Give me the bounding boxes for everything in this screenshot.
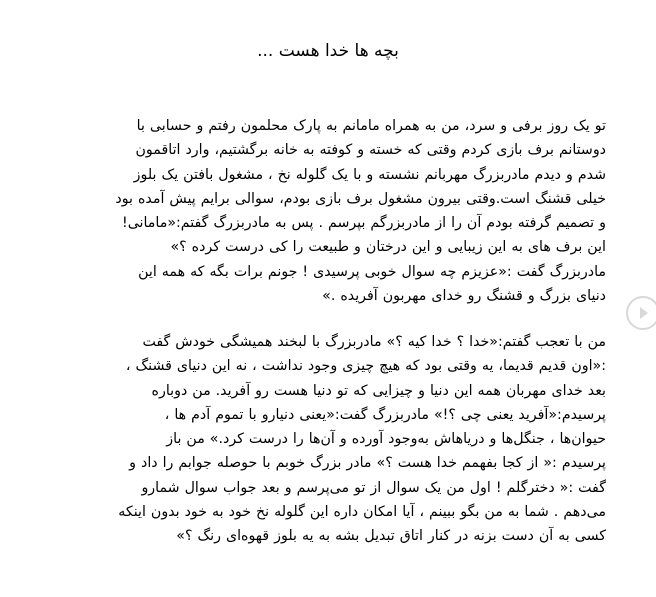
text-line: کسی به آن دست بزنه در کنار اتاق تبدیل بشه به یه بلوز قهوه‌ای رنگ ؟» (176, 528, 606, 545)
text-line: من با تعجب گفتم:«خدا ؟ خدا کیه ؟» مادربزرگ با لبخند همیشگی خودش گفت (142, 334, 606, 350)
text-line: مادربزرگ گفت :«عزیزم چه سوال خوبی پرسیدی ! جونم برات بگه که همه این (138, 263, 606, 280)
text-line: دنیای بزرگ و قشنگ رو خدای مهربون آفریده .» (322, 288, 606, 305)
text-line: پرسیدم:«آفرید یعنی چی ؟!» مادربزرگ گفت:«یعنی دنیارو با تموم آدم ها ، (164, 406, 606, 423)
document-title: بچه ها خدا هست ... (257, 41, 399, 61)
text-line: خیلی قشنگ است.وقتی بیرون مشغول برف بازی بودم، سوالی برایم پیش آمده بود (115, 190, 606, 207)
text-line: :«اون قدیم قدیما، یه وقتی بود که هیچ چیزی وجود نداشت ، نه این دنیای قشنگ ، (125, 358, 606, 375)
text-line: پرسیدم :« از کجا بفهمم خدا هست ؟» مادر بزرگ خوبم با حوصله جوابم را داد و (129, 455, 606, 472)
text-line: حیوان‌ها ، جنگل‌ها و دریاهاش به‌وجود آورده و آن‌ها را درست کرد.» من باز (166, 431, 606, 448)
text-line: و تصمیم گرفته بودم آن را از مادربزرگم بپرسم . پس به مادربزرگ گفتم:«مامانی! (122, 215, 606, 232)
text-line: گفت :« دخترگلم ! اول من یک سوال از تو می‌پرسم و بعد جواب سوال شمارو (141, 479, 606, 496)
paragraph-2 (46, 330, 606, 549)
text-line: تو یک روز برفی و سرد، من به همراه مامانم به پارک محلمون رفتم و حسابی با (136, 118, 606, 134)
paragraph-1 (46, 114, 606, 308)
text-line: شدم و دیدم مادربزرگ مهربانم نشسته و با یک گلوله نخ ، مشغول بافتن یک بلوز (133, 166, 606, 183)
text-line: می‌دهم . شما به من بگو ببینم ، آیا امکان داره این گلوله نخ خود به خود بدون اینکه (118, 504, 606, 521)
text-line: این برف های به این زیبایی و این درختان و طبیعت را کی درست کرده ؟» (170, 239, 606, 256)
next-page-button[interactable] (626, 296, 656, 330)
text-line: دوستانم برف بازی کردم وقتی که خسته و کوفته به خانه برگشتیم، وارد اتاقمون (135, 142, 606, 159)
text-line: بعد خدای مهربان همه این دنیا و چیزایی که تو دنیا هست رو آفرید. من دوباره (151, 382, 606, 399)
